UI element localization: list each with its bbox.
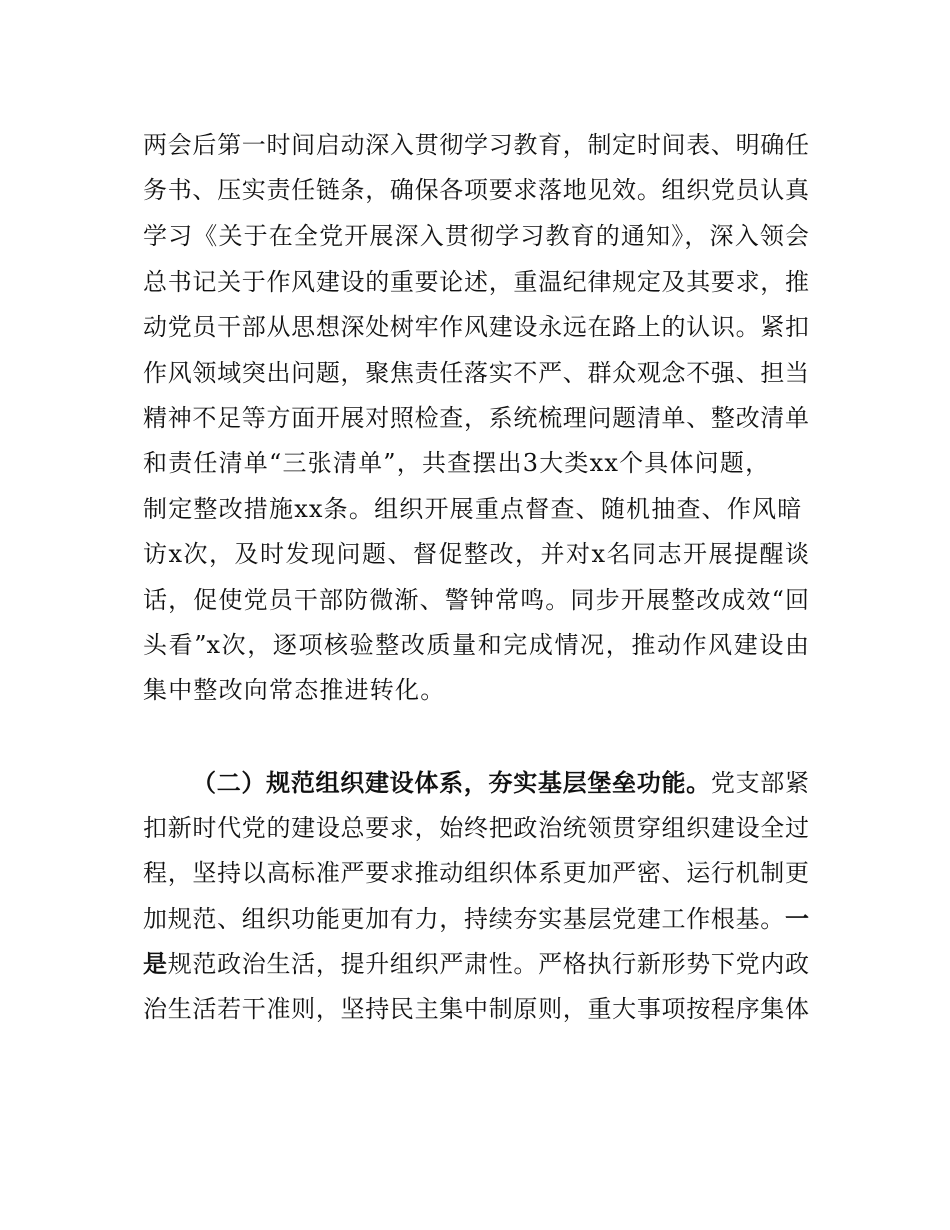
- text-line: 集中整改向常态推进转化。: [143, 676, 446, 704]
- text-line: 两会后第一时间启动深入贯彻学习教育，制定时间表、明确任: [143, 131, 809, 159]
- text-line: 话，促使党员干部防微渐、警钟常鸣。同步开展整改成效“回: [143, 586, 809, 614]
- text-line: 作风领域突出问题，聚焦责任落实不严、群众观念不强、担当: [143, 359, 809, 387]
- text-span: 规范政治生活，提升组织严肃性。严格执行新形势下党内政: [167, 950, 810, 978]
- text-line: 扣新时代党的建设总要求，始终把政治统领贯穿组织建设全过: [143, 814, 809, 842]
- text-line: 精神不足等方面开展对照检查，系统梳理问题清单、整改清单: [143, 404, 809, 432]
- text-line: 访x次，及时发现问题、督促整改，并对x名同志开展提醒谈: [143, 540, 809, 568]
- text-line: 动党员干部从思想深处树牢作风建设永远在路上的认识。紧扣: [143, 313, 809, 341]
- section-heading: （二）规范组织建设体系，夯实基层堡垒功能。: [192, 768, 711, 797]
- text-span: 加规范、组织功能更加有力，持续夯实基层党建工作根基。: [143, 905, 785, 933]
- bold-marker: 一: [785, 904, 809, 933]
- text-line: 学习《关于在全党开展深入贯彻学习教育的通知》，深入领会: [143, 222, 809, 250]
- text-line: 头看”x次，逐项核验整改质量和完成情况，推动作风建设由: [143, 631, 809, 659]
- text-line: 和责任清单“三张清单”，共查摆出3大类xx个具体问题，: [143, 449, 771, 477]
- text-line: [192, 766, 809, 800]
- text-line: [143, 947, 809, 981]
- text-span: 党支部紧: [710, 769, 809, 797]
- text-line: 务书、压实责任链条，确保各项要求落地见效。组织党员认真: [143, 176, 809, 204]
- text-line: 制定整改措施xx条。组织开展重点督查、随机抽查、作风暗: [143, 495, 803, 523]
- text-line: 总书记关于作风建设的重要论述，重温纪律规定及其要求，推: [143, 268, 809, 296]
- text-line: [143, 902, 809, 936]
- text-line: 治生活若干准则，坚持民主集中制原则，重大事项按程序集体: [143, 995, 809, 1023]
- bold-marker: 是: [143, 949, 168, 978]
- text-line: 程，坚持以高标准严要求推动组织体系更加严密、运行机制更: [143, 859, 809, 887]
